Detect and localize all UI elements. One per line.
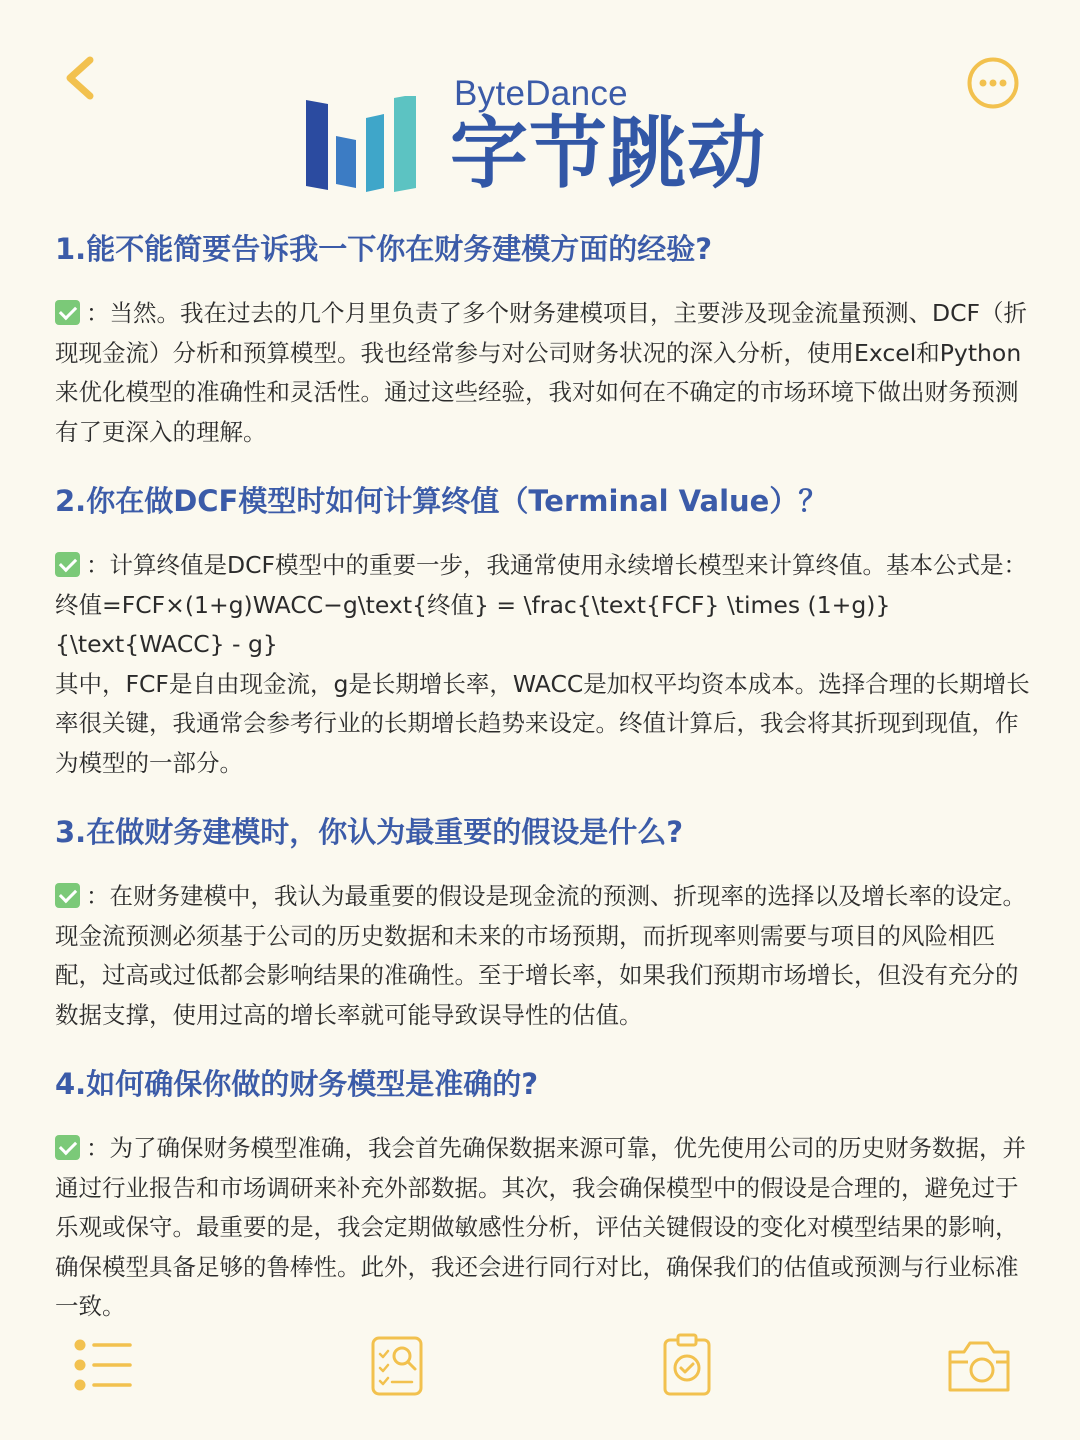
more-button[interactable] [966, 56, 1020, 110]
nav-clipboard-button[interactable] [652, 1330, 722, 1400]
back-button[interactable] [58, 56, 102, 100]
answer-text-block [55, 1129, 1030, 1327]
answer-text: ：为了确保财务模型准确，我会首先确保数据来源可靠，优先使用公司的历史财务数据，并通过行业报告和市场调研来补充外部数据。其次，我会确保模型中的假设是合理的，避免过于乐观或保守。最重要的是，我会定期做敏感性分析，评估关键假设的变化对模型结果的影响，确保模型具备足够的鲁棒性。此外，我还会进行同行对比，确保我们的估值或预测与行业标准一致。 [55, 1134, 1026, 1320]
qa-item [55, 809, 1030, 1035]
bytedance-logo [300, 72, 790, 202]
clipboard-check-icon [652, 1330, 722, 1400]
logo-chinese-text: 字节跳动 [450, 109, 767, 199]
qa-item [55, 478, 1030, 783]
answer-text: ：计算终值是DCF模型中的重要一步，我通常使用永续增长模型来计算终值。基本公式是：终值=FCF×(1+g)WACC−g\text{终值} = \frac{\text{FCF} \times (1+g)}{\text{WACC} - g} 其中，FCF是自由现金流，g是长期增长率，WACC是加权平均资本成本。选择合理的长期增长率很关键，我通常会参考行业的长期增长趋势来设定。终值计算后，我会将其折现到现值，作为模型的一部分。 [55, 551, 1030, 777]
answer-text-block [55, 294, 1030, 452]
question-heading: 1.能不能简要告诉我一下你在财务建模方面的经验? [55, 232, 713, 266]
checkmark-icon [55, 1135, 80, 1160]
search-document-icon [362, 1330, 432, 1400]
bottom-nav [0, 1330, 1080, 1410]
chevron-left-icon [60, 56, 100, 100]
nav-camera-button[interactable] [944, 1330, 1014, 1400]
answer-text-block [55, 877, 1030, 1035]
answer-text-block [55, 546, 1030, 783]
checkmark-icon [55, 883, 80, 908]
question-heading: 3.在做财务建模时，你认为最重要的假设是什么? [55, 815, 684, 849]
question-heading: 2.你在做DCF模型时如何计算终值（Terminal Value）？ [55, 484, 828, 518]
qa-item [55, 226, 1030, 452]
checkmark-icon [55, 552, 80, 577]
logo-english-text: ByteDance [454, 74, 628, 113]
question-heading: 4.如何确保你做的财务模型是准确的? [55, 1067, 539, 1101]
nav-list-button[interactable] [68, 1330, 138, 1400]
nav-search-doc-button[interactable] [362, 1330, 432, 1400]
checkmark-icon [55, 300, 80, 325]
answer-text: ：在财务建模中，我认为最重要的假设是现金流的预测、折现率的选择以及增长率的设定。现金流预测必须基于公司的历史数据和未来的市场预期，而折现率则需要与项目的风险相匹配，过高或过低都会影响结果的准确性。至于增长率，如果我们预期市场增长，但没有充分的数据支撑，使用过高的增长率就可能导致误导性的估值。 [55, 882, 1026, 1029]
qa-item [55, 1061, 1030, 1327]
more-dots-icon [966, 56, 1020, 110]
list-icon [68, 1330, 138, 1400]
qa-list [55, 226, 1030, 1327]
answer-text: ：当然。我在过去的几个月里负责了多个财务建模项目，主要涉及现金流量预测、DCF（折现现金流）分析和预算模型。我也经常参与对公司财务状况的深入分析，使用Excel和Python来优化模型的准确性和灵活性。通过这些经验，我对如何在不确定的市场环境下做出财务预测有了更深入的理解。 [55, 299, 1028, 446]
camera-icon [944, 1330, 1014, 1400]
bytedance-logo-mark-icon [304, 96, 420, 196]
